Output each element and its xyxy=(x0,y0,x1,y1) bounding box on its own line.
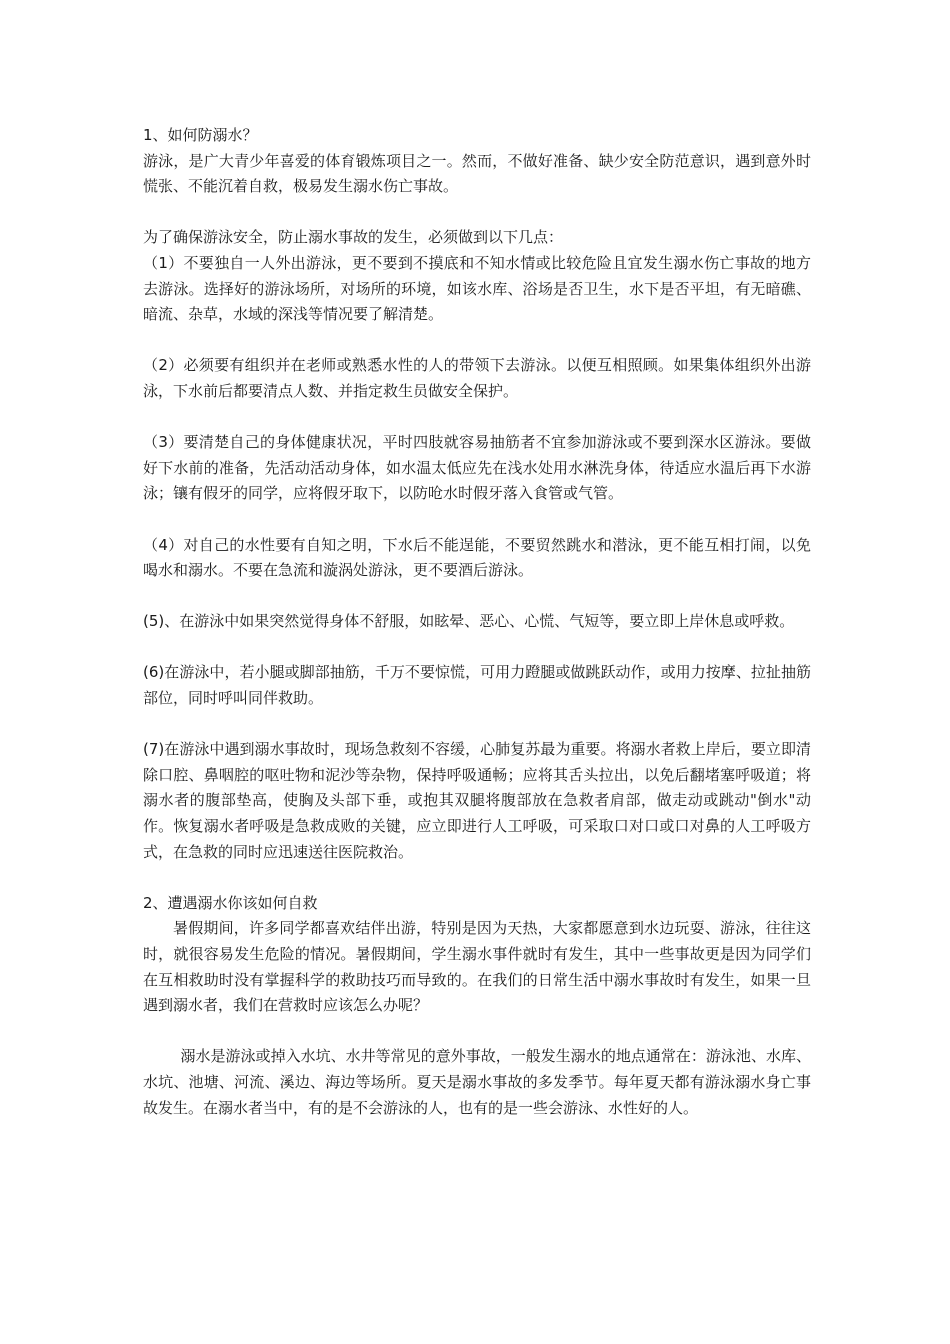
point-1: （1）不要独自一人外出游泳，更不要到不摸底和不知水情或比较危险且宜发生溺水伤亡事故的地方去游泳。选择好的游泳场所，对场所的环境，如该水库、浴场是否卫生，水下是否平坦，有无暗礁、暗流、杂草，水域的深浅等情况要了解清楚。 xyxy=(143,253,811,324)
section1-intro: 游泳，是广大青少年喜爱的体育锻炼项目之一。然而，不做好准备、缺少安全防范意识，遇到意外时慌张、不能沉着自救，极易发生溺水伤亡事故。 xyxy=(143,151,811,196)
section1-lead: 为了确保游泳安全，防止溺水事故的发生，必须做到以下几点： xyxy=(143,228,564,247)
point-4: （4）对自己的水性要有自知之明，下水后不能逞能，不要贸然跳水和潜泳，更不能互相打闹，以免喝水和溺水。不要在急流和漩涡处游泳，更不要酒后游泳。 xyxy=(143,535,811,580)
document-page xyxy=(143,123,811,1121)
spacer xyxy=(143,865,811,891)
section2-heading: 2、遭遇溺水你该如何自救 xyxy=(143,893,318,912)
spacer xyxy=(143,328,811,354)
point-5: (5)、在游泳中如果突然觉得身体不舒服，如眩晕、恶心、心慌、气短等，要立即上岸休息或呼救。 xyxy=(143,612,795,631)
section2-para-2: 溺水是游泳或掉入水坑、水井等常见的意外事故，一般发生溺水的地点通常在：游泳池、水库、水坑、池塘、河流、溪边、海边等场所。夏天是溺水事故的多发季节。每年夏天都有游泳溺水身亡事故发生。在溺水者当中，有的是不会游泳的人，也有的是一些会游泳、水性好的人。 xyxy=(143,1047,811,1117)
point-3: （3）要清楚自己的身体健康状况，平时四肢就容易抽筋者不宜参加游泳或不要到深水区游泳。要做好下水前的准备，先活动活动身体，如水温太低应先在浅水处用水淋洗身体，待适应水温后再下水游泳；镶有假牙的同学，应将假牙取下，以防呛水时假牙落入食管或气管。 xyxy=(143,433,811,503)
spacer xyxy=(143,584,811,610)
point-2: （2）必须要有组织并在老师或熟悉水性的人的带领下去游泳。以便互相照顾。如果集体组织外出游泳，下水前后都要清点人数、并指定救生员做安全保护。 xyxy=(143,356,811,400)
spacer xyxy=(143,507,811,533)
spacer xyxy=(143,635,811,661)
spacer xyxy=(143,405,811,431)
section2-para-1: 暑假期间，许多同学都喜欢结伴出游，特别是因为天热，大家都愿意到水边玩耍、游泳，往往这时，就很容易发生危险的情况。暑假期间，学生溺水事件就时有发生，其中一些事故更是因为同学们在互相救助时没有掌握科学的救助技巧而导致的。在我们的日常生活中溺水事故时有发生，如果一旦遇到溺水者，我们在营救时应该怎么办呢？ xyxy=(143,919,811,1015)
section1-heading: 1、如何防溺水？ xyxy=(143,126,258,144)
spacer xyxy=(143,712,811,738)
point-6: (6)在游泳中，若小腿或脚部抽筋，千万不要惊慌，可用力蹬腿或做跳跃动作，或用力按摩、拉扯抽筋部位，同时呼叫同伴救助。 xyxy=(143,663,811,708)
spacer xyxy=(143,1019,811,1045)
point-7: (7)在游泳中遇到溺水事故时，现场急救刻不容缓，心肺复苏最为重要。将溺水者救上岸后，要立即清除口腔、鼻咽腔的呕吐物和泥沙等杂物，保持呼吸通畅；应将其舌头拉出，以免后翻堵塞呼吸道；将溺水者的腹部垫高，使胸及头部下垂，或抱其双腿将腹部放在急救者肩部，做走动或跳动"倒水"动作。恢复溺水者呼吸是急救成败的关键，应立即进行人工呼吸，可采取口对口或口对鼻的人工呼吸方式，在急救的同时应迅速送往医院救治。 xyxy=(143,740,811,861)
spacer xyxy=(143,200,811,226)
